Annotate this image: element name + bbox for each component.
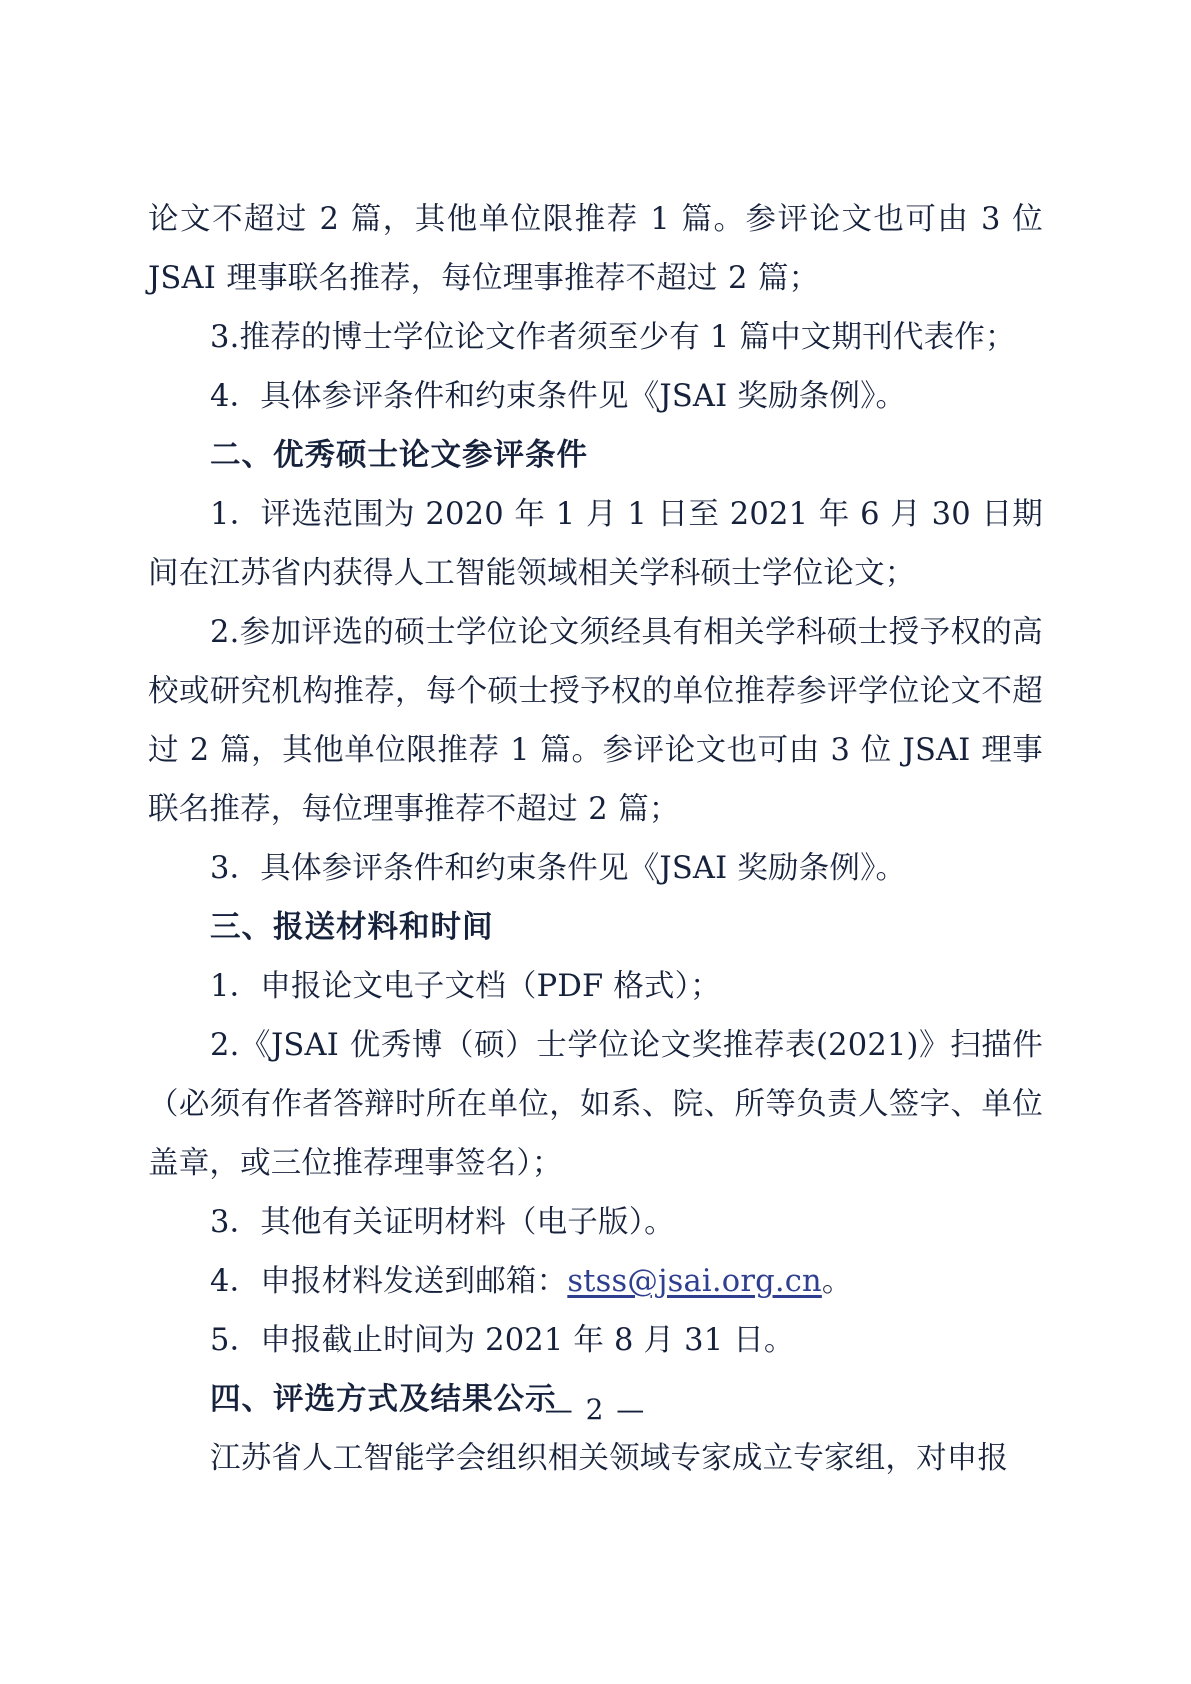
paragraph-master-item-2: 2.参加评选的硕士学位论文须经具有相关学科硕士授予权的高校或研究机构推荐，每个硕士授予权的单位推荐参评学位论文不超过 2 篇，其他单位限推荐 1 篇。参评论文也可由 3 位 JSAI 理事联名推荐，每位理事推荐不超过 2 篇； — [148, 615, 1043, 827]
paragraph-continuation: 论文不超过 2 篇，其他单位限推荐 1 篇。参评论文也可由 3 位 JSAI 理事联名推荐，每位理事推荐不超过 2 篇； — [148, 202, 1043, 296]
email-link[interactable]: stss@jsai.org.cn — [567, 1264, 822, 1299]
paragraph-material-item-5: 5．申报截止时间为 2021 年 8 月 31 日。 — [210, 1323, 795, 1358]
paragraph-master-item-3: 3．具体参评条件和约束条件见《JSAI 奖励条例》。 — [210, 851, 907, 886]
paragraph-material-item-4 — [148, 1252, 1043, 1311]
email-label-text: 4．申报材料发送到邮箱： — [210, 1264, 568, 1299]
paragraph-material-item-1: 1．申报论文电子文档（PDF 格式）； — [210, 969, 721, 1004]
email-trailing-punctuation: 。 — [821, 1264, 853, 1299]
page-number: — 2 — — [544, 1393, 647, 1426]
section-heading-four: 四、评选方式及结果公示 — [210, 1381, 557, 1417]
document-body — [148, 190, 1043, 1488]
section-heading-two: 二、优秀硕士论文参评条件 — [210, 437, 588, 473]
paragraph-master-item-1: 1．评选范围为 2020 年 1 月 1 日至 2021 年 6 月 30 日期间在江苏省内获得人工智能领域相关学科硕士学位论文； — [148, 497, 1043, 591]
paragraph-material-item-3: 3．其他有关证明材料（电子版）。 — [210, 1205, 675, 1240]
section-heading-three: 三、报送材料和时间 — [210, 909, 494, 945]
paragraph-doctor-item-3: 3.推荐的博士学位论文作者须至少有 1 篇中文期刊代表作； — [210, 320, 1016, 355]
paragraph-material-item-2: 2.《JSAI 优秀博（硕）士学位论文奖推荐表(2021)》扫描件（必须有作者答辩时所在单位，如系、院、所等负责人签字、单位盖章，或三位推荐理事签名）； — [148, 1028, 1043, 1181]
paragraph-doctor-item-4: 4．具体参评条件和约束条件见《JSAI 奖励条例》。 — [210, 379, 907, 414]
paragraph-review-method: 江苏省人工智能学会组织相关领域专家成立专家组，对申报 — [210, 1441, 1009, 1476]
